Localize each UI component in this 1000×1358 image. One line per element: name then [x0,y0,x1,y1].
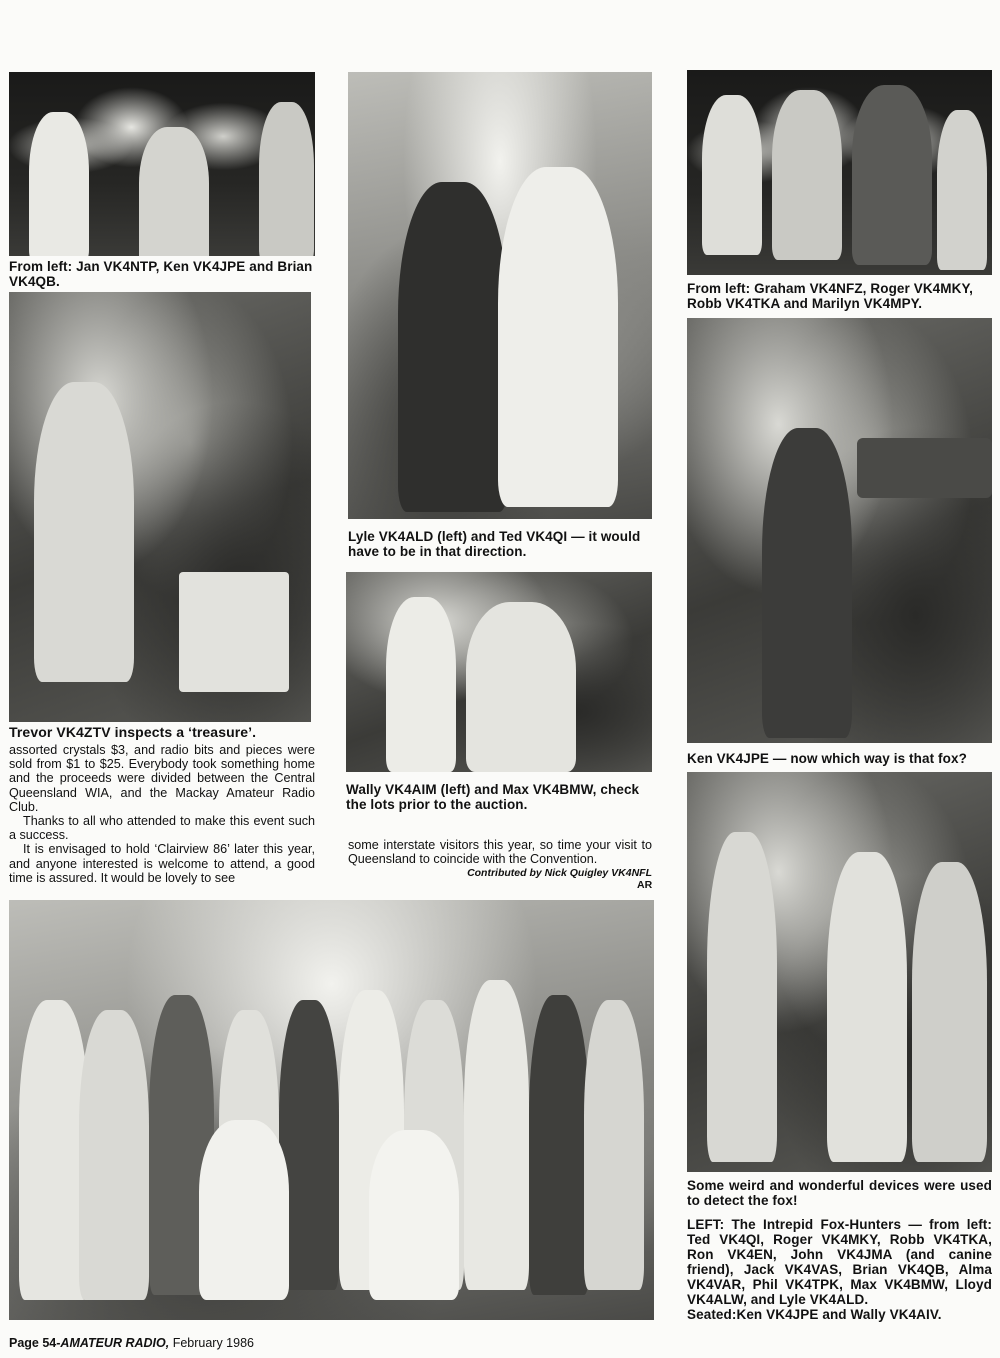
photo2-caption: Trevor VK4ZTV inspects a ‘treasure’. [9,724,257,740]
magazine-name: AMATEUR RADIO, [60,1336,170,1350]
photo7-caption: Some weird and wonderful devices were used to detect the fox! [687,1178,992,1208]
article-body [9,743,315,885]
photo4-caption: Wally VK4AIM (left) and Max VK4BMW, check the lots prior to the auction. [346,782,640,812]
photo-lyle-ted [348,72,652,519]
article-body-continued [348,838,652,866]
photo3-caption: Lyle VK4ALD (left) and Ted VK4QI — it would have to be in that direction. [348,529,641,559]
article-credit: Contributed by Nick Quigley VK4NFL [467,867,652,879]
article-paragraph: Thanks to all who attended to make this event such a success. [9,814,315,843]
photo5-caption: From left: Graham VK4NFZ, Roger VK4MKY, Robb VK4TKA and Marilyn VK4MPY. [687,281,973,311]
photo8-caption [687,1217,992,1322]
article-paragraph: It is envisaged to hold ‘Clairview 86’ later this year, and anyone interested is welcome to attend, a good time is assured. It would be lovely to see [9,842,315,885]
article-end-mark: AR [637,879,653,891]
photo6-caption: Ken VK4JPE — now which way is that fox? [687,751,967,766]
photo-ken-fox [687,318,992,743]
photo-fox-hunters-group [9,900,654,1320]
fox-hunters-list: LEFT: The Intrepid Fox-Hunters — from left: Ted VK4QI, Roger VK4MKY, Robb VK4TKA, Ron VK4EN, John VK4JMA (and canine friend), Jack VK4VAS, Brian VK4QB, Alma VK4VAR, Phil VK4TPK, Max VK4BMW, Lloyd VK4ALW, and Lyle VK4ALD. [687,1217,992,1307]
fox-hunters-seated: Seated:Ken VK4JPE and Wally VK4AIV. [687,1307,942,1322]
issue-date: February 1986 [169,1336,254,1350]
photo-weird-devices [687,772,992,1172]
page-footer [9,1336,254,1350]
photo1-caption: From left: Jan VK4NTP, Ken VK4JPE and Brian VK4QB. [9,259,313,289]
photo-wally-max [346,572,652,772]
photo-graham-roger-robb-marilyn [687,70,992,275]
article-paragraph: assorted crystals $3, and radio bits and pieces were sold from $1 to $25. Everybody took something home and the proceeds were divided between the Central Queensland WIA, and the Mackay Amateur Radio Club. [9,743,315,814]
photo-jan-ken-brian [9,72,315,256]
article-paragraph: some interstate visitors this year, so time your visit to Queensland to coincide with the Convention. [348,838,652,867]
photo-trevor-treasure [9,292,311,722]
page-number: Page 54- [9,1336,61,1350]
